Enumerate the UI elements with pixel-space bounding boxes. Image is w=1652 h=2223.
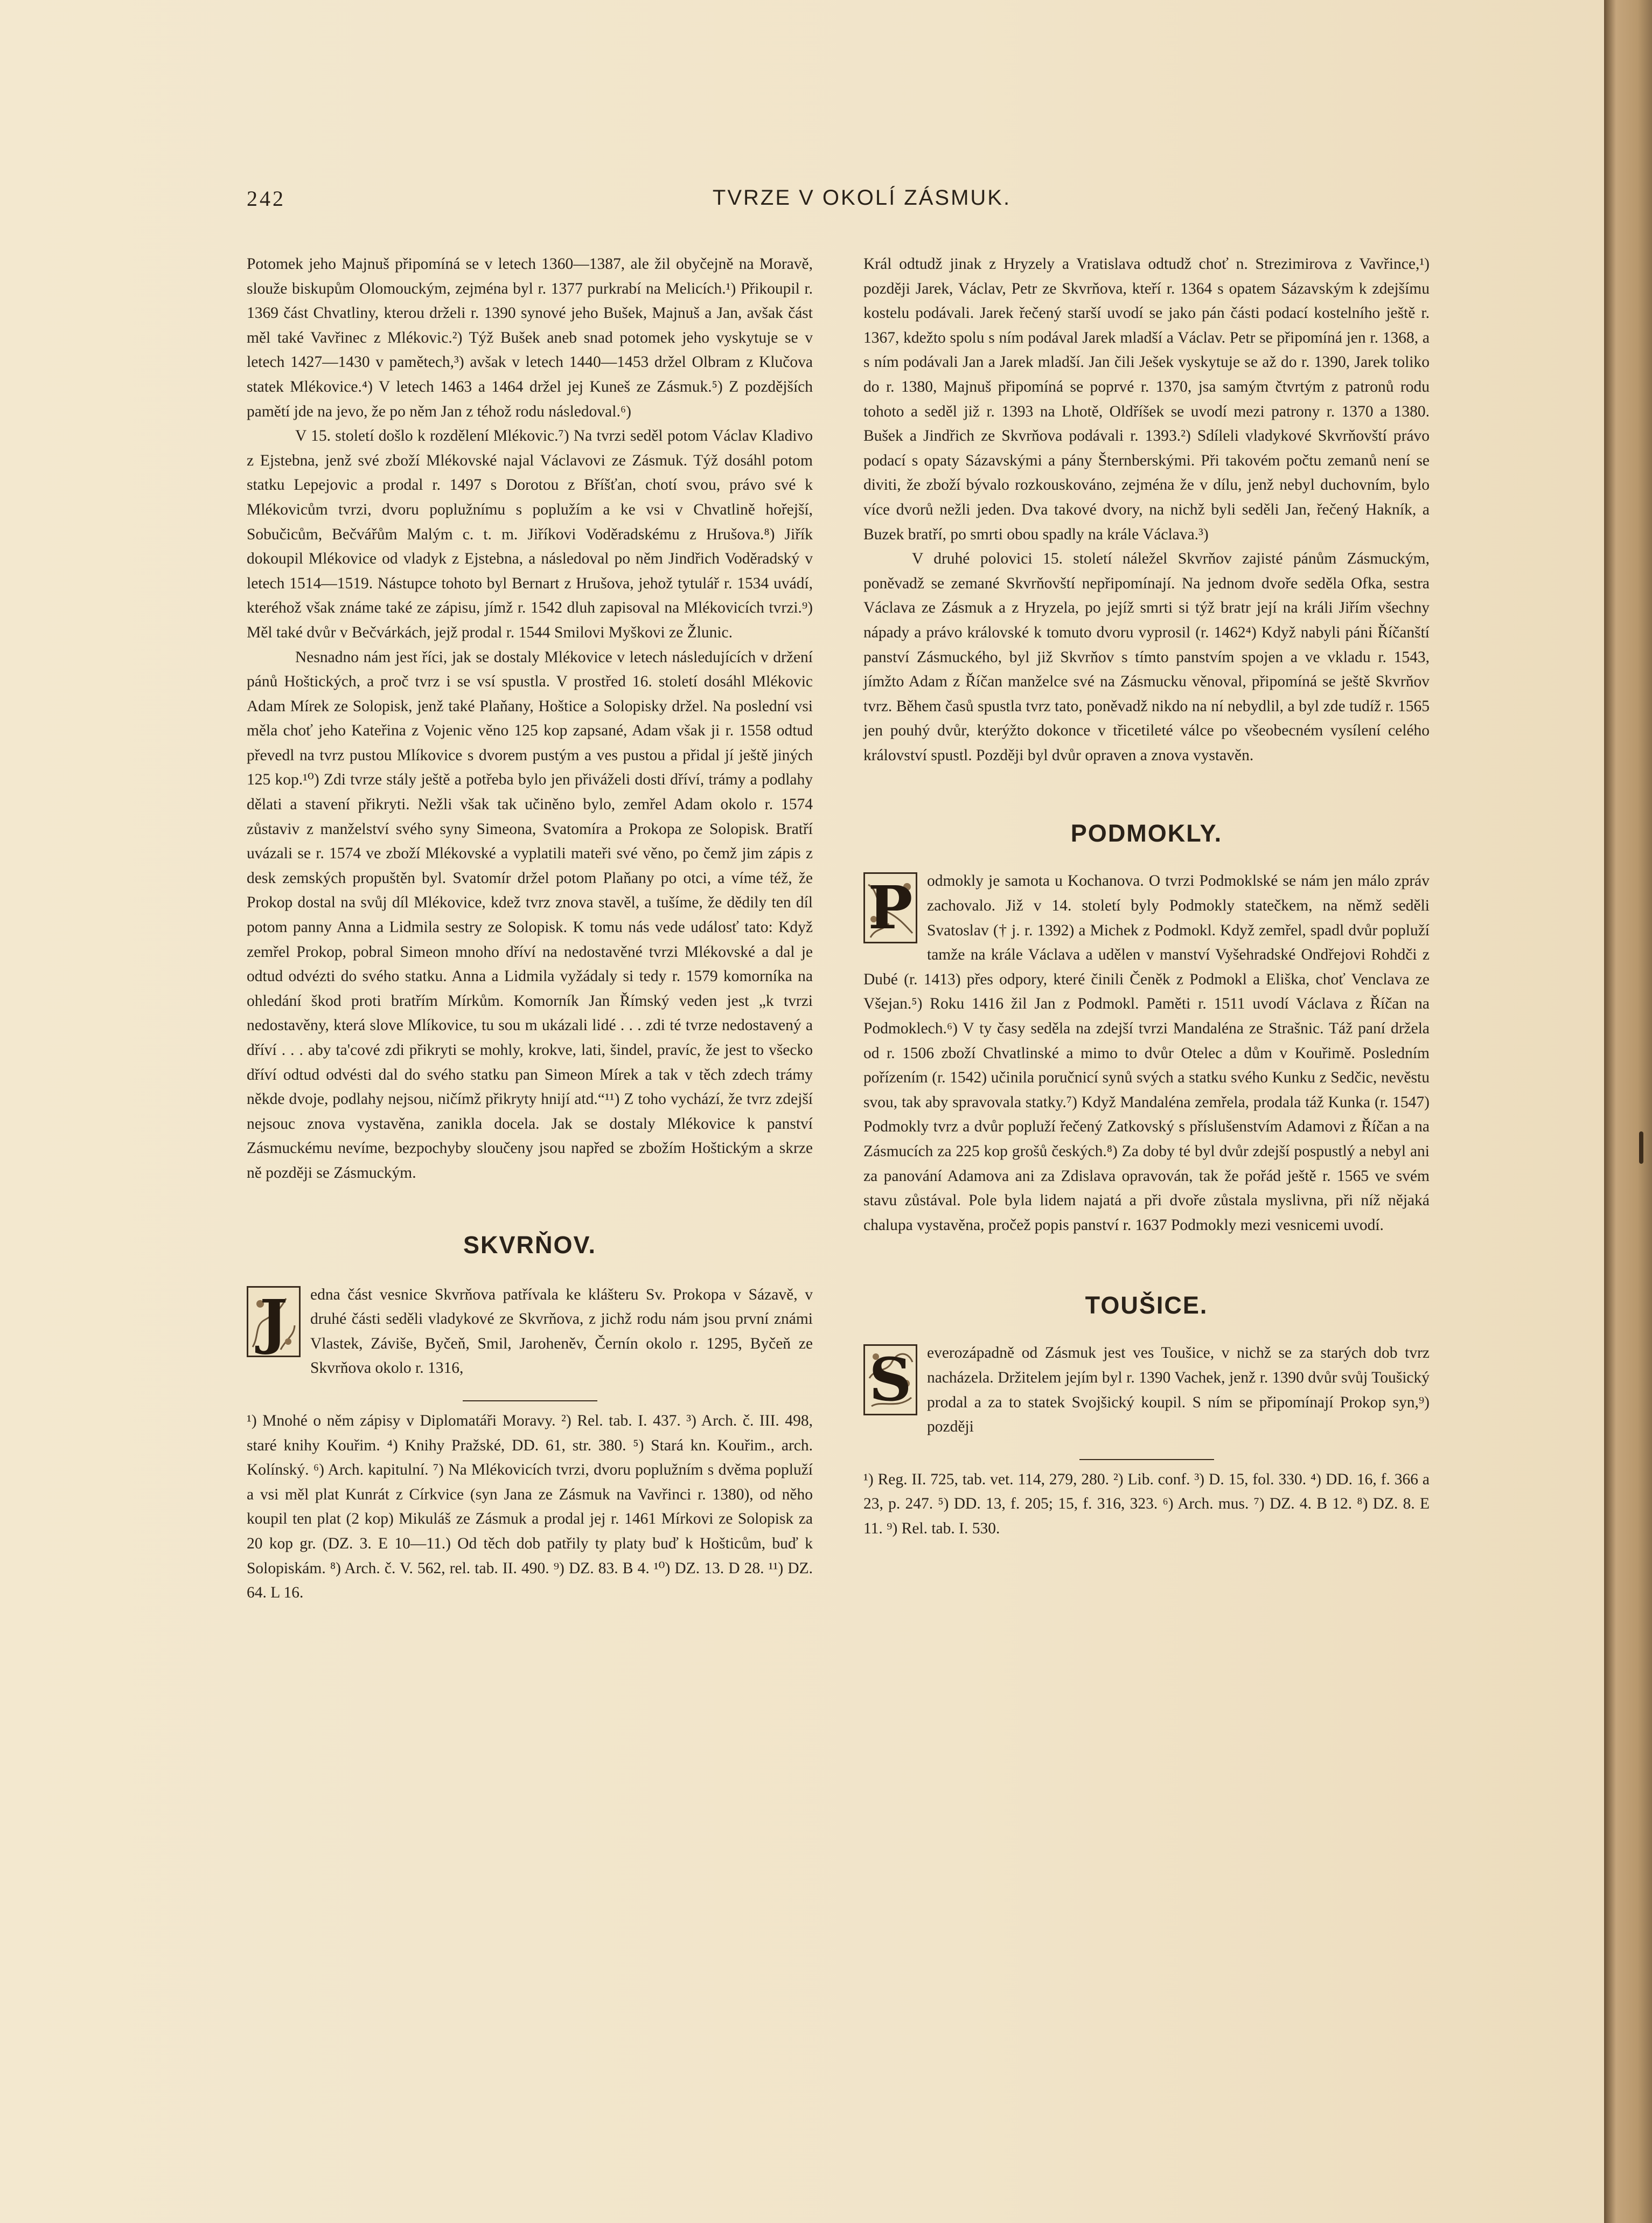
paragraph-majnus: Potomek jeho Majnuš připomíná se v letech 1360—1387, ale žil obyčejně na Moravě, slouže biskupům Olomouckým, zejména byl r. 1377 purkrabí na Melicích.¹) Přikoupil r. 1369 část Chvatliny, kterou drželi r. 1390 synové jeho Bušek, Majnuš a Jan, avšak část měl také Vavřinec z Mlékovic.²) Týž Bušek aneb snad potomek jeho vyskytuje se v letech 1427—1430 v pamětech,³) avšak v letech 1440—1453 držel Olbram z Klučova statek Mlékovice.⁴) V letech 1463 a 1464 držel jej Kuneš ze Zásmuk.⁵) Z pozdějších pamětí jde na jevo, že po něm Jan z téhož rodu následoval.⁶) — [247, 255, 813, 420]
initial-letter: P — [868, 873, 913, 943]
paragraph-skvrnov-text: edna část vesnice Skvrňova patřívala ke klášteru Sv. Prokopa v Sázavě, v druhé části seděli vladykové ze Skvrňova, z jichž rodu nám jsou první známi Vlastek, Záviše, Byčeň, Smil, Jaroheněv, Černín okolo r. 1295, Byčeň ze Skvrňova okolo r. 1316, — [310, 1286, 813, 1377]
footnotes-left-text: ¹) Mnohé o něm zápisy v Diplomatáři Moravy. ²) Rel. tab. I. 437. ³) Arch. č. III. 498, staré knihy Kouřim. ⁴) Knihy Pražské, DD. 61, str. 380. ⁵) Stará kn. Kouřim., arch. Kolínský. ⁶) Arch. kapitulní. ⁷) Na Mlékovicích tvrzi, dvoru poplužním s dvěma popluží a vsi měl plat Kunrát z Církvice (syn Jana ze Zásmuk na Vavřinci r. 1380), od něho koupil ten plat (2 kop) Mikuláš ze Zásmuk a prodal jej r. 1461 Mírkovi ze Solopisk za 20 kop gr. (DZ. 3. E 10—11.) Od těch dob patřily ty platy buď k Hošticům, buď k Solopiskám. ⁸) Arch. č. V. 562, rel. tab. II. 490. ⁹) DZ. 83. B 4. ¹⁰) DZ. 13. D 28. ¹¹) DZ. 64. L 16. — [247, 1412, 813, 1602]
footnotes-left — [247, 1409, 813, 1606]
paragraph-tousice — [863, 1341, 1430, 1439]
paragraph-podmokly-text: odmokly je samota u Kochanova. O tvrzi Podmoklské se nám jen málo zpráv zachovalo. Již v 14. století byly Podmokly statečkem, na němž seděli Svatoslav († j. r. 1392) a Michek z Podmokl. Když zemřel, spadl dvůr popluží tamže na krále Václava a udělen v manství Vyšehradské Ondřejovi Rohdči z Dubé (r. 1413) přes odpory, které činili Čeněk z Podmokl a Eliška, choť Venclava ze Všejan.⁵) Roku 1416 žil Jan z Podmokl. Paměti r. 1511 uvodí Václava z Říčan na Podmoklech.⁶) V ty časy seděla na zdejší tvrzi Mandaléna ze Strašnic. Táž paní držela od r. 1506 zboží Chvatlinské a mimo to dvůr Otelec a dům v Kouřimě. Posledním pořízením (r. 1542) učinila poručnicí synů svých a statku svého Kunku z Sedčic, nevěstu svou, tak aby spravovala statky.⁷) Když Mandaléna zemřela, prodala táž Kunka (r. 1547) Podmokly tvrz a dvůr popluží řečený Zatkovský s příslušenstvím Adamovi z Říčan a na Zásmucích za 225 kop grošů českých.⁸) Za doby té byl dvůr zdejší pospustlý a nebyl ani za panování Adamova ani za Zdislava opravován, tak že pořád ještě r. 1565 ve svém stavu zůstával. Pole byla lidem najatá a při dvoře zůstala myslivna, při níž nějaká chalupa vystavěna, pročež popis panství r. 1637 Podmokly mezi vesnicemi uvodí. — [863, 872, 1430, 1234]
right-column — [863, 252, 1430, 1541]
paragraph-hosticky: Nesnadno nám jest říci, jak se dostaly Mlékovice v letech následujících v držení pánů Hoštických, a proč tvrz i se vsí spustla. V prostřed 16. století dosáhl Mlékovic Adam Mírek ze Solopisk, jenž také Plaňany, Hoštice a Solopisky držel. Na poslední vsi měla choť jeho Kateřina z Vojenic věno 125 kop zapsané, Adam však ji r. 1558 odtud převedl na tvrz pustou Mlíkovice s dvorem pustým a ves pustou a přidal jí ještě jiných 125 kop.¹⁰) Zdi tvrze stály ještě a potřeba bylo jen přiváželi dosti dříví, trámy a podlahy dělati a stavení přikryti. Nežli však tak učiněno bylo, zemřel Adam okolo r. 1574 zůstaviv z manželství svého syny Simeona, Svatomíra a Prokopa ze Solopisk. Bratří uvázali se r. 1574 ve zboží Mlékovské a vyplatili mateři své věno, po čemž jim zápis z desk zemských propuštěn byl. Svatomír držel potom Plaňany po otci, a víme též, že Prokop dostal na svůj díl Mlékovice, kdež tvrz znova stavěl, a tušíme, že dědily ten díl potom panny Anna a Lidmila sestry ze Solopisk. K tomu nás vede událosť tato: Když zemřel Prokop, pobral Simeon mnoho dříví na nedostavěné tvrzi Mlékovské a dal je odtud odvézti do svého statku. Anna a Lidmila vyžádaly si tedy r. 1579 komorníka na ohledání škod proti bratřím Mírkům. Komorník Jan Římský veden jest „k tvrzi nedostavěny, která slove Mlíkovice, tu sou m ukázali lidé . . . zdi té tvrze nedostavený a dříví . . . aby ta'cové zdi přikryti se mohly, krokve, lati, šindel, pravíc, že jest to všecko dříví odtud odvésti dal do svého statku pan Simeon Mírek a tak v těch zdech trámy někde dvoje, podlahy nejsou, ničímž přikryty hnijí atd.“¹¹) Z toho vychází, že tvrz zdejší nejsouc znova vystavěna, zanikla docela. Jak se dostaly Mlékovice k panství Zásmuckému nevíme, bezpochyby sloučeny jsou napřed se zbožím Hoštickým a skrze ně později se Zásmuckým. — [247, 648, 813, 1182]
paragraph-mlekovice-division: V 15. století došlo k rozdělení Mlékovic.⁷) Na tvrzi seděl potom Václav Kladivo z Ejstebna, jenž své zboží Mlékovské najal Václavovi ze Zásmuk. Týž dosáhl potom statku Lepejovic a prodal r. 1497 s Dorotou z Bříšťan, chotí svou, právo své k Mlékovicům tvrzi, dvoru poplužnímu s poplužím a ke vsi v Chvatlině hořejší, Sobučicům, Bečvářům Malým c. t. m. Jiříkovi Voděradskému z Hrušova.⁸) Jiřík dokoupil Mlékovice od vladyk z Ejstebna, a následoval po něm Jindřich Voděradský v letech 1514—1519. Nástupce tohoto byl Bernart z Hrušova, jehož tytulář r. 1534 uvádí, kteréhož však známe také ze zápisu, jímž r. 1542 dluh zapisoval na Mlékovicích tvrzi.⁹) Měl také dvůr v Bečvárkách, jejž prodal r. 1544 Smilovi Myškovi ze Žlunic. — [247, 427, 813, 641]
footnotes-right-text: ¹) Reg. II. 725, tab. vet. 114, 279, 280. ²) Lib. conf. ³) D. 15, fol. 330. ⁴) DD. 16, f. 366 a 23, p. 247. ⁵) DD. 13, f. 205; 15, f. 316, 323. ⁶) Arch. mus. ⁷) DZ. 4. B 12. ⁸) DZ. 8. E 11. ⁹) Rel. tab. I. 530. — [863, 1470, 1430, 1537]
page-header — [0, 186, 1604, 218]
paragraph-skvrnov-15th-century: V druhé polovici 15. století náležel Skvrňov zajisté pánům Zásmuckým, poněvadž se zemané Skvrňovští nepřipomínají. Na jednom dvoře seděla Ofka, sestra Václava ze Zásmuk a z Hryzela, po jejíž smrti si týž bratr její na králi Jiřím všechny nápady a právo královské k tomuto dvoru vyprosil (r. 1462⁴) Když nabyli páni Říčanští panství Zásmuckého, byl již Skvrňov s tímto panstvím spojen a ve vkladu r. 1543, jímžto Adam z Říčan manželce své na Zásmucku věnoval, připomíná se ještě Skvrňov tvrz. Během časů spustla tvrz tato, poněvadž nikdo na ní nebydlil, a byl zde tudíž r. 1565 jen pouhý dvůr, kterýžto dokonce v třicetileté válce po všeobecném vysílení celého království spustl. Později byl dvůr opraven a znova vystavěn. — [863, 550, 1430, 764]
left-column — [247, 252, 813, 1606]
paragraph-skvrnov-patrons: Král odtudž jinak z Hryzely a Vratislava odtudž choť n. Strezimirova z Vavřince,¹) později Jarek, Václav, Petr ze Skvrňova, kteří r. 1364 s opatem Sázavským k zdejšímu kostelu podávali. Jarek řečený starší uvodí se jako pán části podací kostelního ještě r. 1367, kdežto spolu s ním podával Jarek mladší a Václav. Petr se připomíná jen r. 1368, a s ním podávali Jan a Jarek mladší. Jan čili Ješek vyskytuje se až do r. 1390, Jarek toliko do r. 1380, Majnuš připomíná se poprvé r. 1370, jsa samým čtvrtým z patronů rodu tohoto a seděl již r. 1393 na Lhotě, Oldříšek se uvodí mezi patrony r. 1370 a 1380. Bušek a Jindřich ze Skvrňova podávali r. 1393.²) Sdíleli vladykové Skvrňovští právo podací s opaty Sázavskými a pány Šternberskými. Při takovém počtu zemanů není se diviti, že zboží bývalo rozkouskováno, zejména že v dílu, jenž nebyl duchovním, bylo více dvorů nežli jeden. Dva takové dvory, na nichž byli seděli Jan, řečený Hakník, a Buzek bratří, po smrti obou spadly na krále Václava.³) — [863, 255, 1430, 543]
initial-letter: S — [869, 1345, 912, 1415]
binding-mark — [1639, 1131, 1643, 1164]
section-title-tousice: TOUŠICE. — [1085, 1291, 1208, 1319]
paragraph-skvrnov — [247, 1283, 813, 1381]
page-number: 242 — [247, 186, 285, 211]
initial-s-ornament — [863, 1344, 917, 1415]
running-title: TVRZE V OKOLÍ ZÁSMUK. — [712, 186, 1012, 210]
paragraph-podmokly — [863, 869, 1430, 1238]
section-title-podmokly: PODMOKLY. — [1070, 819, 1223, 847]
footnotes-right — [863, 1468, 1430, 1541]
book-binding-edge — [1604, 0, 1652, 2223]
initial-p-ornament — [863, 872, 917, 943]
initial-j-ornament — [247, 1286, 301, 1357]
initial-letter: J — [259, 1286, 288, 1356]
paragraph-tousice-text: everozápadně od Zásmuk jest ves Toušice, v nichž se za starých dob tvrz nacházela. Držitelem jejím byl r. 1390 Vachek, jenž r. 1390 dvůr svůj Toušický prodal a za to statek Svojšický koupil. S ním se připomínají Prokop syn,⁹) později — [927, 1344, 1430, 1436]
section-title-skvrnov: SKVRŇOV. — [463, 1231, 596, 1259]
